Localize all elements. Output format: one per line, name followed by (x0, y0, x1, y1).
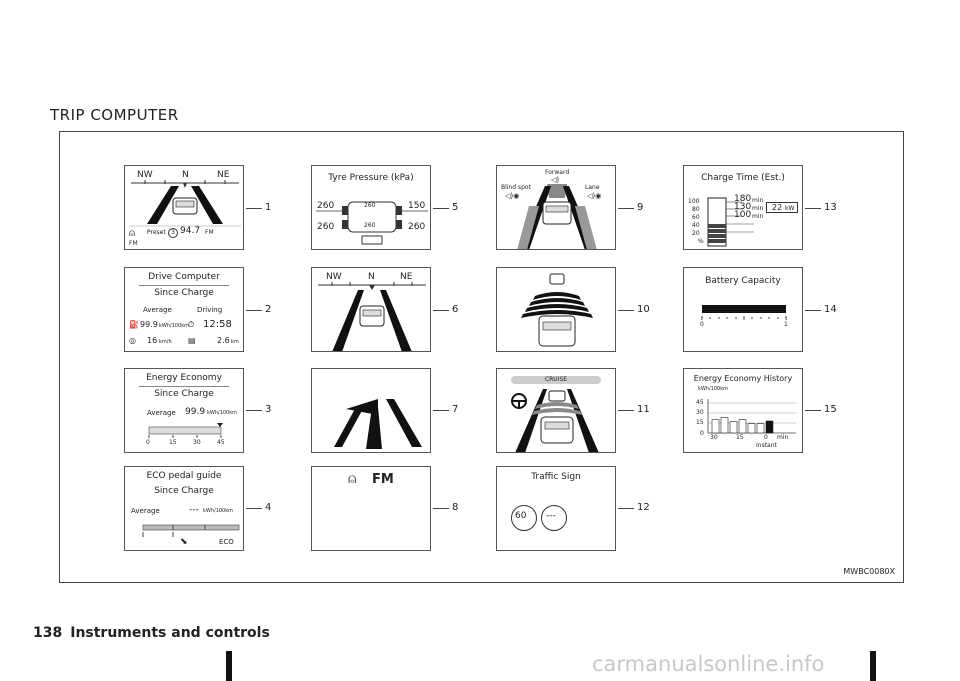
callout-1: 1 (265, 202, 272, 213)
speed-unit: km/h (159, 339, 172, 345)
history-bar (748, 424, 755, 433)
x-tick-30: 30 (710, 434, 718, 441)
page-footer (33, 625, 270, 641)
gauge-tick-15: 15 (169, 439, 177, 446)
history-bar (730, 422, 737, 433)
compass-nw: NW (326, 272, 342, 282)
capacity-max: 1 (784, 321, 788, 328)
callout-14: 14 (824, 304, 837, 315)
history-bar (757, 424, 764, 433)
callout-6: 6 (452, 304, 459, 315)
gauge-tick-0: 0 (146, 439, 150, 446)
tyre-pressure-title: Tyre Pressure (kPa) (328, 173, 414, 183)
callout-15: 15 (824, 404, 837, 415)
charge-power: 22 (772, 203, 783, 212)
fuel-pump-icon: ⛽ (129, 320, 139, 329)
average-value: 99.9 (185, 407, 206, 417)
callout-3: 3 (265, 404, 272, 415)
callout-13: 13 (824, 202, 837, 213)
callout-11: 11 (637, 404, 650, 415)
panel-radio (311, 466, 431, 551)
eco-pedal-title: ECO pedal guide (146, 471, 222, 481)
charge-time-3: 100 (734, 210, 752, 220)
radio-antenna-icon: ⍝ (129, 228, 135, 239)
road-graphic (125, 166, 244, 250)
energy-economy-title: Energy Economy (146, 373, 222, 383)
panel-energy-history (683, 368, 803, 453)
no-sign-dash: --- (546, 511, 556, 521)
forward-label: Forward (545, 169, 570, 176)
callout-4: 4 (265, 502, 272, 513)
y-tick-0: 0 (700, 430, 704, 437)
history-bar (721, 418, 728, 433)
lane-icon: ◁)◉ (587, 192, 602, 200)
eco-pedal-subtitle: Since Charge (154, 486, 214, 496)
margin-bar-left (226, 651, 232, 681)
y-tick-45: 45 (696, 399, 704, 406)
figure-code: MWBC0080X (843, 567, 895, 576)
history-bar (739, 420, 746, 433)
panel-following-distance (496, 267, 616, 352)
panel-cruise (496, 368, 616, 453)
callout-7: 7 (452, 404, 459, 415)
charge-time-title: Charge Time (Est.) (701, 173, 785, 183)
radio-frequency: 94.7 (180, 226, 201, 236)
y-tick-60: 60 (692, 214, 700, 221)
average-unit: kWh/100km (203, 508, 234, 514)
cruise-graphic (497, 369, 616, 453)
consumption-unit: kWh/100km (159, 323, 190, 329)
average-label: Average (147, 409, 176, 417)
driving-time: 12:58 (203, 319, 232, 330)
turn-arrow-graphic (312, 369, 431, 453)
callout-12: 12 (637, 502, 650, 513)
forward-icon: ◁) (551, 176, 560, 184)
margin-bar-right (870, 651, 876, 681)
radio-band: FM (372, 472, 394, 487)
blind-spot-label: Blind spot (501, 184, 531, 191)
eco-pedal-icon: ⬊ (180, 537, 188, 547)
average-label: Average (131, 507, 160, 515)
y-tick-80: 80 (692, 206, 700, 213)
compass-ne: NE (217, 170, 230, 180)
energy-economy-subtitle: Since Charge (154, 389, 214, 399)
instant-label: Instant (756, 442, 777, 449)
percent-label: % (698, 238, 704, 245)
tyre-front-right: 150 (408, 201, 426, 211)
preset-number: 3 (168, 228, 178, 238)
eco-label: ECO (219, 538, 234, 546)
panel-driver-assist (496, 165, 616, 250)
battery-capacity-title: Battery Capacity (705, 276, 781, 286)
panel-compass (311, 267, 431, 352)
charge-power-unit: kW (785, 205, 795, 212)
charge-time-2: 130 (734, 202, 752, 212)
compass-nw: NW (137, 170, 153, 180)
panel-energy-economy (124, 368, 244, 453)
tyre-rear-left: 260 (317, 222, 335, 232)
panel-traffic-sign (496, 466, 616, 551)
drive-computer-subtitle: Since Charge (154, 288, 214, 298)
section-name: Instruments and controls (70, 625, 270, 641)
panel-drive-computer (124, 267, 244, 352)
stopwatch-icon: ⏱ (188, 320, 195, 329)
page-title: TRIP COMPUTER (50, 106, 179, 124)
average-speed: 16 (147, 336, 158, 345)
road-graphic (312, 268, 431, 352)
x-tick-0: 0 (764, 434, 768, 441)
panel-battery-capacity (683, 267, 803, 352)
drive-computer-title: Drive Computer (148, 272, 220, 282)
history-bar (712, 420, 719, 433)
y-tick-30: 30 (696, 409, 704, 416)
consumption-value: 99.9 (140, 320, 158, 329)
panel-compass-radio (124, 165, 244, 250)
y-tick-15: 15 (696, 419, 704, 426)
radio-band: FM (205, 229, 214, 236)
y-tick-20: 20 (692, 230, 700, 237)
charge-time-1: 180 (734, 194, 752, 204)
battery-capacity-gauge (684, 268, 803, 352)
energy-history-title: Energy Economy History (693, 374, 793, 383)
charge-time-3-unit: min (752, 213, 764, 220)
compass-n: N (182, 170, 189, 180)
y-tick-100: 100 (688, 198, 700, 205)
radio-icon-band: FM (129, 240, 138, 247)
tyre-rear-right: 260 (408, 222, 426, 232)
energy-history-unit: kWh/100km (698, 386, 729, 392)
charge-time-1-unit: min (752, 197, 764, 204)
traffic-sign-title: Traffic Sign (531, 472, 581, 482)
x-tick-15: 15 (736, 434, 744, 441)
compass-ne: NE (400, 272, 413, 282)
distance-unit: km (231, 339, 239, 345)
panel-eco-pedal (124, 466, 244, 551)
x-unit: min (777, 434, 789, 441)
average-unit: kWh/100km (207, 410, 238, 416)
panel-charge-time (683, 165, 803, 250)
driving-label: Driving (197, 306, 223, 314)
callout-10: 10 (637, 304, 650, 315)
car-rear-value: 260 (364, 222, 376, 229)
radio-antenna-icon: ⍝ (348, 471, 357, 487)
blind-spot-icon: ◁)◉ (505, 192, 520, 200)
average-label: Average (143, 306, 172, 314)
lane-label: Lane (585, 184, 600, 191)
panel-tyre-pressure (311, 165, 431, 250)
driver-assist-graphic (497, 166, 616, 250)
gauge-tick-30: 30 (193, 439, 201, 446)
distance-bars-graphic (497, 268, 616, 352)
odometer-icon: ▤ (188, 336, 196, 345)
callout-5: 5 (452, 202, 459, 213)
preset-label: Preset (147, 229, 166, 236)
callout-2: 2 (265, 304, 272, 315)
cruise-label: CRUISE (544, 376, 568, 383)
economy-gauge (125, 369, 244, 453)
battery-capacity-fill (702, 305, 786, 313)
speed-limit-sign: 60 (515, 511, 527, 521)
compass-n: N (368, 272, 375, 282)
callout-8: 8 (452, 502, 459, 513)
watermark: carmanualsonline.info (592, 652, 825, 676)
callout-9: 9 (637, 202, 644, 213)
history-bar (766, 421, 773, 433)
car-front-value: 260 (364, 202, 376, 209)
page-number: 138 (33, 625, 63, 641)
panel-navigation (311, 368, 431, 453)
charge-time-2-unit: min (752, 205, 764, 212)
y-tick-40: 40 (692, 222, 700, 229)
speed-icon: ◎ (129, 336, 136, 345)
average-value: --- (189, 505, 199, 515)
distance-value: 2.6 (217, 336, 230, 345)
capacity-min: 0 (700, 321, 704, 328)
tyre-front-left: 260 (317, 201, 335, 211)
gauge-tick-45: 45 (217, 439, 225, 446)
